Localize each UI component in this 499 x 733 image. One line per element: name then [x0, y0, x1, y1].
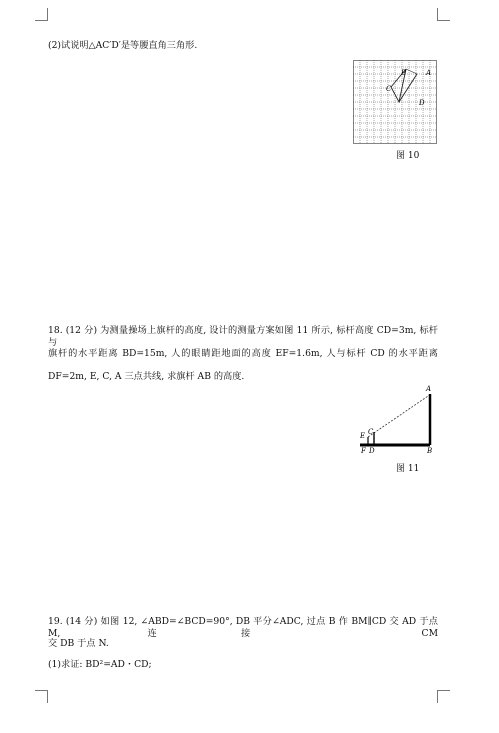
fig11-label-f: F [361, 447, 366, 455]
figure-10-caption: 图 10 [396, 151, 420, 161]
figure-11-diagram [354, 380, 440, 460]
fig10-label-a: A [426, 69, 432, 77]
crop-mark-top-left [35, 8, 48, 21]
sight-line [368, 394, 431, 437]
figure-11-caption: 图 11 [396, 464, 420, 474]
figure-10-grid [353, 60, 437, 144]
fig11-label-c: C [368, 428, 374, 436]
fig11-label-d: D [369, 447, 375, 455]
fig11-label-e: E [360, 432, 366, 440]
question-18-line-2: 旗杆的水平距离 BD=15m, 人的眼睛距地面的高度 EF=1.6m, 人与标杆 CD 的水平距离 [48, 348, 438, 359]
fig11-label-b: B [427, 447, 433, 455]
fig10-label-d: D [419, 99, 425, 107]
fig11-label-a: A [426, 385, 432, 393]
question-18-line-3: DF=2m, E, C, A 三点共线, 求旗杆 AB 的高度. [48, 371, 245, 382]
crop-mark-bottom-right [437, 690, 450, 703]
question-19-line-1: 19. (14 分) 如图 12, ∠ABD=∠BCD=90°, DB 平分∠ADC, 过点 B 作 BM∥CD 交 AD 于点 M, 连接 CM [48, 616, 438, 639]
question-19-line-2: 交 DB 于点 N. [48, 638, 109, 649]
question-18-line-1: 18. (12 分) 为测量操场上旗杆的高度, 设计的测量方案如图 11 所示, 标杆高度 CD=3m, 标杆与 [48, 325, 438, 348]
fig10-label-b: B [401, 69, 407, 77]
crop-mark-top-right [437, 8, 450, 21]
crop-mark-bottom-left [35, 690, 48, 703]
fig10-label-c: C [386, 85, 392, 93]
question-17-part-2: (2)试说明△AC′D′是等腰直角三角形. [48, 40, 198, 51]
question-19-part-1: (1)求证: BD²=AD・CD; [48, 659, 152, 670]
